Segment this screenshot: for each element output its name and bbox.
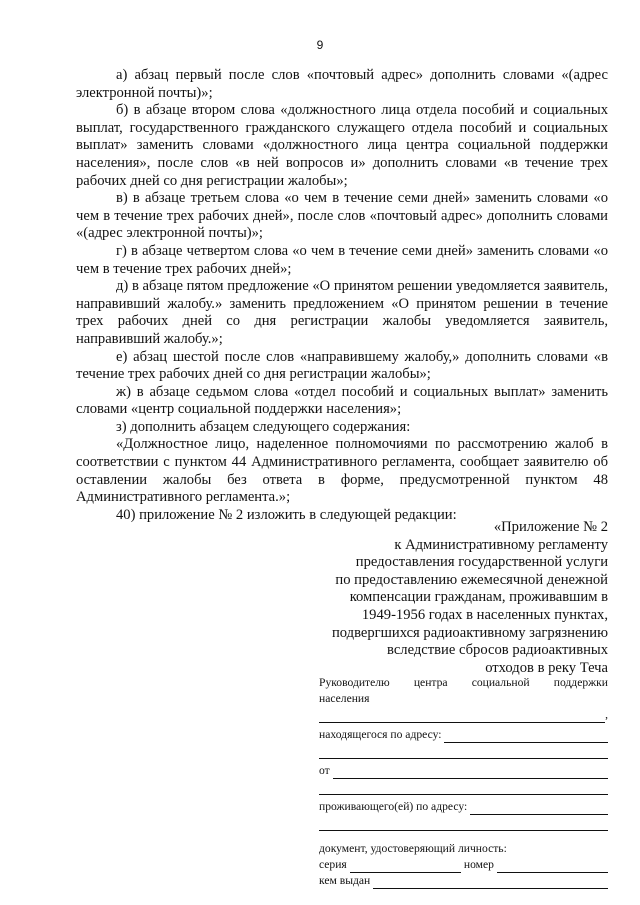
- recipient-row: [319, 707, 608, 723]
- series-label: серия: [319, 858, 347, 871]
- recipient-comma: ,: [605, 708, 608, 721]
- address-blank-line[interactable]: [444, 731, 608, 743]
- residence-blank-line-2[interactable]: [319, 815, 608, 831]
- from-row: [319, 763, 608, 779]
- paragraph-zh: ж) в абзаце седьмом слова «отдел пособий и социальных выплат» заменить словами «центр социальной поддержки населения»;: [76, 383, 608, 418]
- application-form: [319, 675, 608, 889]
- residence-blank-line[interactable]: [470, 803, 608, 815]
- series-blank-line[interactable]: [350, 861, 461, 873]
- document-body: [76, 67, 608, 524]
- paragraph-d: д) в абзаце пятом предложение «О принятом решении уведомляется заявитель, направивший жалобу.» заменить предложением «О принятом решении в течение трех рабочих дней со дня регистрации жалобы уведомляется заявитель, направивший жалобу.»;: [76, 278, 608, 347]
- appendix-line: вследствие сбросов радиоактивных: [387, 642, 608, 659]
- number-blank-line[interactable]: [497, 861, 608, 873]
- paragraph-a: а) абзац первый после слов «почтовый адрес» дополнить словами «(адрес электронной почты)»;: [76, 67, 608, 101]
- number-label: номер: [463, 858, 494, 871]
- paragraph-g: г) в абзаце четвертом слова «о чем в течение семи дней» заменить словами «о чем в течение трех рабочих дней»;: [76, 242, 608, 277]
- address-blank-line-2[interactable]: [319, 743, 608, 759]
- from-blank-line-2[interactable]: [319, 779, 608, 795]
- from-blank-line[interactable]: [333, 767, 608, 779]
- from-label: от: [319, 764, 330, 777]
- paragraph-quote: «Должностное лицо, наделенное полномочиями по рассмотрению жалоб в соответствии с пунктом 44 Административного регламента, сообщает заявителю об оставлении жалобы без ответа в форме, предусмотренной пунктом 48 Административного регламента.»;: [76, 436, 608, 506]
- appendix-line: подвергшихся радиоактивному загрязнению: [331, 624, 608, 641]
- appendix-line: отходов в реку Теча: [485, 659, 608, 676]
- issued-by-blank-line[interactable]: [373, 877, 608, 889]
- recipient-label: Руководителю центра социальной поддержки: [319, 676, 608, 689]
- issued-by-row: [319, 873, 608, 889]
- address-row: [319, 727, 608, 743]
- appendix-header: [300, 519, 608, 677]
- paragraph-e: е) абзац шестой после слов «направившему жалобу,» дополнить словами «в течение трех рабочих дней со дня регистрации жалобы»;: [76, 348, 608, 383]
- issued-by-label: кем выдан: [319, 874, 371, 887]
- page-number: 9: [316, 38, 324, 52]
- paragraph-40: 40) приложение № 2 изложить в следующей редакции:: [116, 506, 457, 523]
- appendix-line: компенсации гражданам, проживавшим в: [349, 589, 608, 606]
- series-number-row: [319, 857, 608, 873]
- residence-row: [319, 799, 608, 815]
- address-label: находящегося по адресу:: [319, 728, 442, 741]
- paragraph-v: в) в абзаце третьем слова «о чем в течение семи дней» заменить словами «о чем в течение трех рабочих дней», после слов «почтовый адрес» дополнить словами «(адрес электронной почты)»;: [76, 190, 608, 242]
- recipient-blank-line[interactable]: [319, 711, 605, 723]
- paragraph-z: з) дополнить абзацем следующего содержания:: [116, 418, 411, 435]
- recipient-label-cont: населения: [319, 692, 370, 705]
- appendix-line: по предоставлению ежемесячной денежной: [335, 571, 608, 588]
- appendix-line: «Приложение № 2: [493, 519, 608, 535]
- id-doc-label: документ, удостоверяющий личность:: [319, 842, 507, 855]
- paragraph-b: б) в абзаце втором слова «должностного лица отдела пособий и социальных выплат, государственного гражданского служащего отдела пособий и социальных выплат» заменить словами «должностного лица центра социальной поддержки населения», после слов «в ней вопросов и» дополнить словами «в течение трех рабочих дней со дня регистрации жалобы»;: [76, 102, 608, 189]
- residence-label: проживающего(ей) по адресу:: [319, 800, 468, 813]
- appendix-line: 1949-1956 годах в населенных пунктах,: [361, 606, 608, 623]
- appendix-line: к Административному регламенту: [394, 536, 608, 553]
- appendix-line: предоставления государственной услуги: [355, 554, 608, 571]
